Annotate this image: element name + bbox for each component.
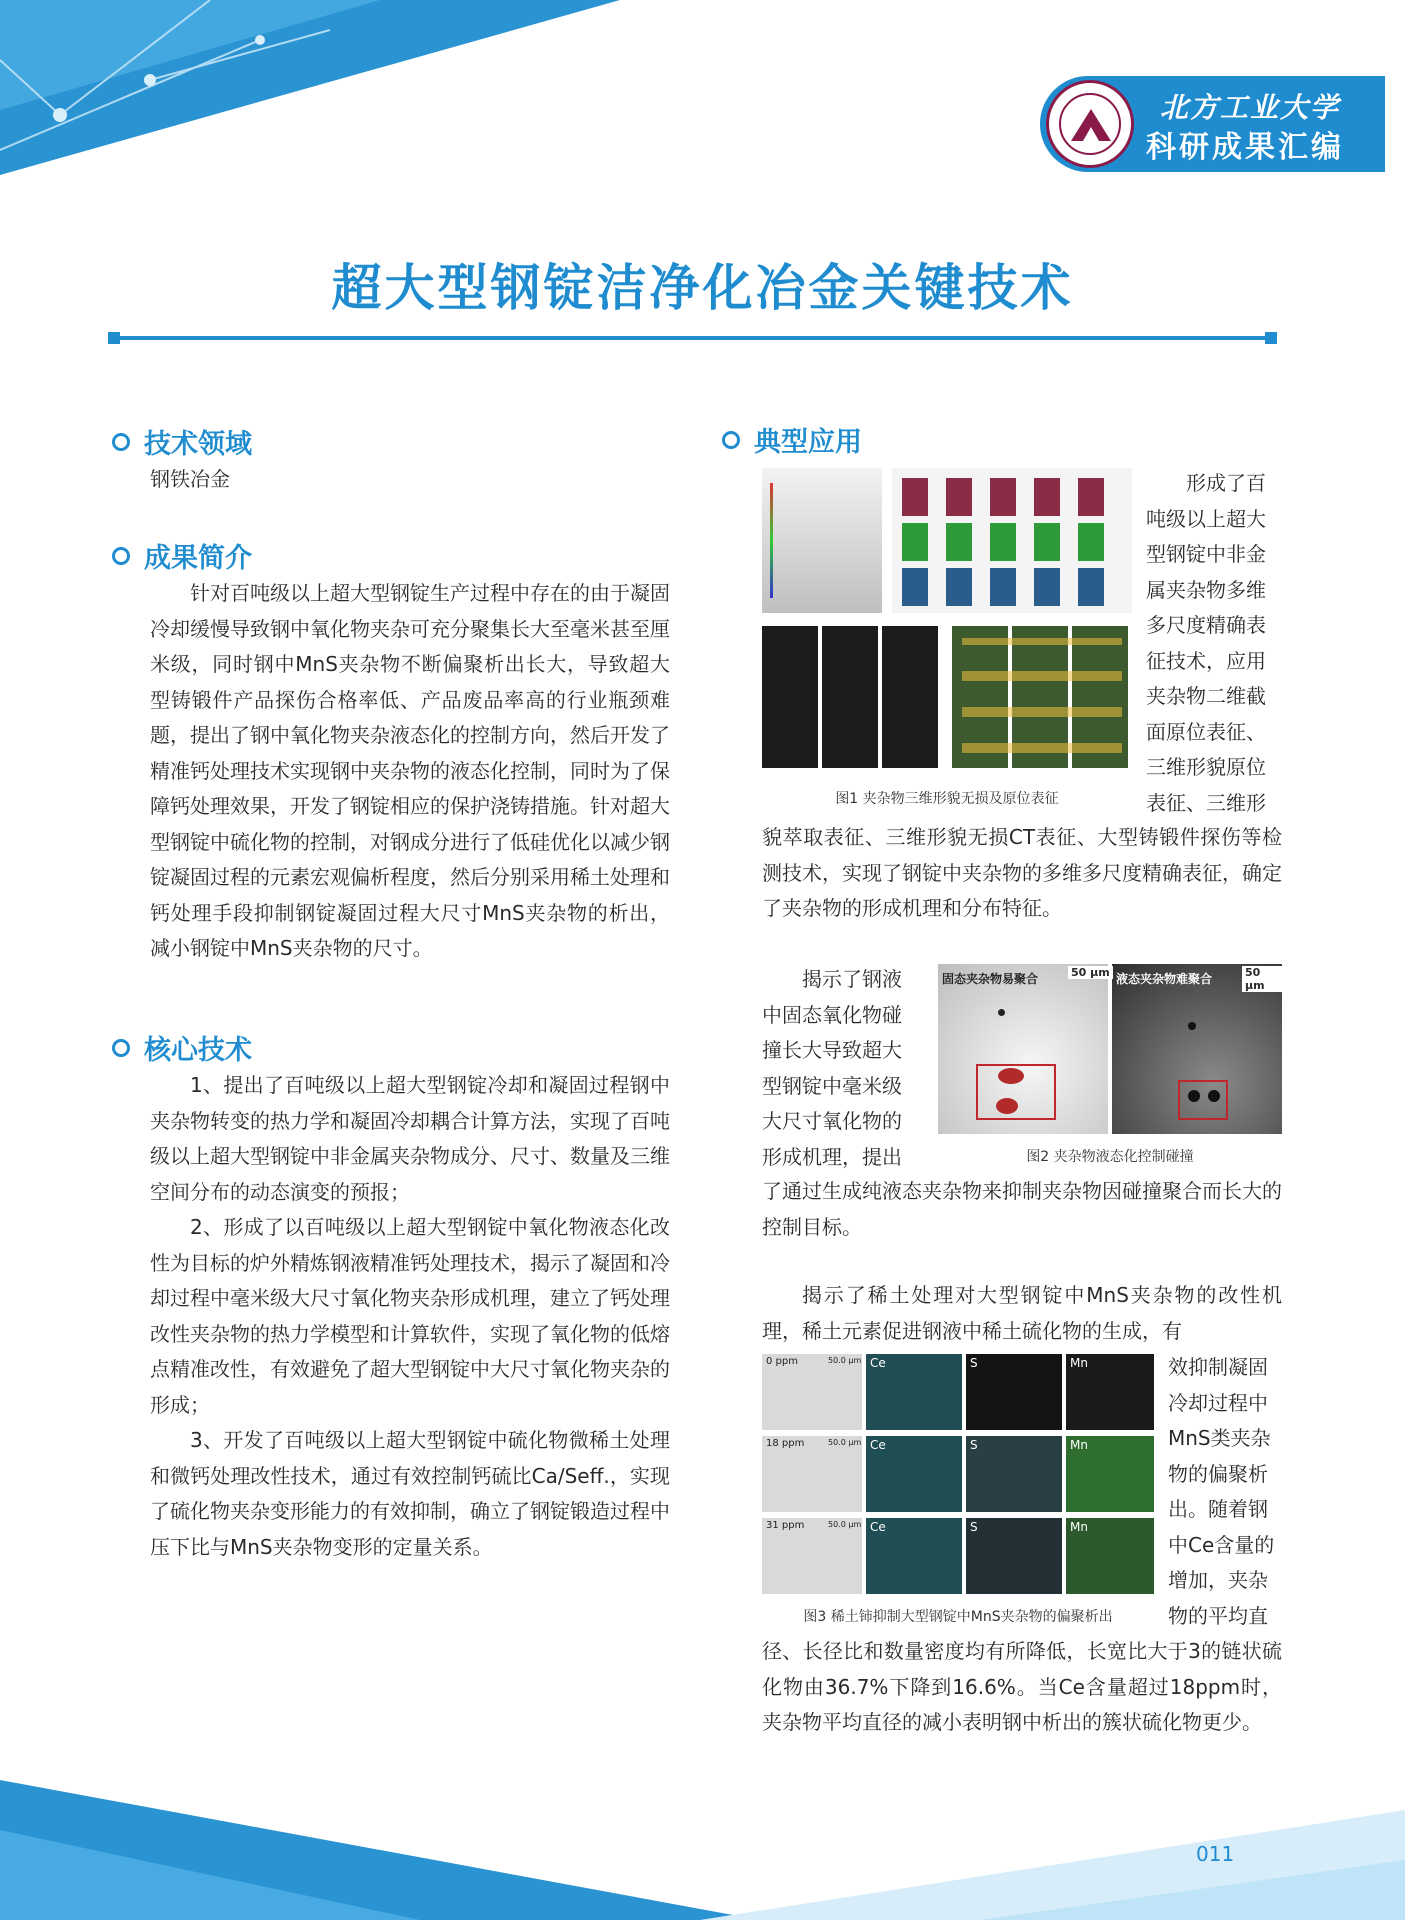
text-line: 出。随着钢 xyxy=(1168,1497,1268,1521)
figure-3-text-continued: 径、长径比和数量密度均有所降低，长宽比大于3的链状硫化物由36.7%下降到16.6%。当Ce含量超过18ppm时，夹杂物平均直径的减小表明钢中析出的簇状硫化物更少。 xyxy=(762,1639,1282,1734)
header-decoration xyxy=(0,0,700,185)
ring-bullet-icon xyxy=(112,433,130,451)
text-line: 夹杂物二维截 xyxy=(1146,684,1266,708)
map-label-mn: Mn xyxy=(1070,1356,1088,1370)
text-line: 物的偏聚析 xyxy=(1168,1461,1268,1486)
title-divider xyxy=(110,336,1275,340)
figure-2-side-text xyxy=(762,962,934,1175)
footer-decoration xyxy=(0,1770,1405,1920)
section-heading-application: 典型应用 xyxy=(722,420,862,459)
figure-3-caption: 图3 稀土铈抑制大型钢锭中MnS夹杂物的偏聚析出 xyxy=(803,1609,1113,1625)
page-number: 011 xyxy=(1196,1842,1235,1866)
text-line: 形成了百 xyxy=(1186,471,1266,495)
ppm-label: 31 ppm xyxy=(766,1520,805,1531)
core-tech-item-1: 1、提出了百吨级以上超大型钢锭冷却和凝固过程钢中夹杂物转变的热力学和凝固冷却耦合计算方法，实现了百吨级以上超大型钢锭中非金属夹杂物成分、尺寸、数量及三维空间分布的动态演变的预报； xyxy=(150,1073,670,1204)
text-line: 物的平均直 xyxy=(1168,1603,1268,1628)
figure-1-image xyxy=(762,468,1132,768)
section-heading-core-tech: 核心技术 xyxy=(112,1028,252,1067)
map-label-s: S xyxy=(970,1520,978,1534)
figure-2-caption: 图2 夹杂物液态化控制碰撞 xyxy=(1026,1149,1194,1165)
map-label-ce: Ce xyxy=(870,1520,886,1534)
university-seal-logo xyxy=(1046,80,1134,168)
text-line: 多尺度精确表 xyxy=(1146,613,1266,637)
scale-bar-right: 50 μm xyxy=(1242,966,1282,992)
ring-bullet-icon xyxy=(112,547,130,565)
panel-left-label: 固态夹杂物易聚合 xyxy=(942,972,1039,986)
ring-bullet-icon xyxy=(112,1039,130,1057)
divider-cap-right xyxy=(1265,332,1277,344)
scale-label: 50.0 μm xyxy=(828,1438,862,1447)
badge-subtitle: 科研成果汇编 xyxy=(1146,130,1344,165)
text-line: 面原位表征、 xyxy=(1146,719,1266,744)
mountain-icon xyxy=(1071,107,1111,143)
text-line: 效抑制凝固 xyxy=(1168,1355,1268,1379)
ring-bullet-icon xyxy=(722,431,740,449)
text-line: 属夹杂物多维 xyxy=(1146,577,1266,602)
field-text: 钢铁冶金 xyxy=(150,467,230,491)
figure-2-text-continued: 了通过生成纯液态夹杂物来抑制夹杂物因碰撞聚合而长大的控制目标。 xyxy=(762,1179,1282,1239)
section-heading-summary: 成果简介 xyxy=(112,536,252,575)
ppm-label: 0 ppm xyxy=(766,1356,798,1367)
university-name: 北方工业大学 xyxy=(1160,91,1341,124)
map-label-mn: Mn xyxy=(1070,1438,1088,1452)
summary-paragraph: 针对百吨级以上超大型钢锭生产过程中存在的由于凝固冷却缓慢导致钢中氧化物夹杂可充分聚集长大至毫米甚至厘米级，同时钢中MnS夹杂物不断偏聚析出长大，导致超大型铸锻件产品探伤合格率低、产品废品率高的行业瓶颈难题，提出了钢中氧化物夹杂液态化的控制方向，然后开发了精准钙处理技术实现钢中夹杂物的液态化控制，同时为了保障钙处理效果，开发了钢锭相应的保护浇铸措施。针对超大型钢锭中硫化物的控制，对钢成分进行了低硅优化以减少钢锭凝固过程的元素宏观偏析程度，然后分别采用稀土处理和钙处理手段抑制钢锭凝固过程大尺寸MnS夹杂物的析出，减小钢锭中MnS夹杂物的尺寸。 xyxy=(150,581,670,960)
text-line: 揭示了钢液 xyxy=(802,967,902,991)
figure-1-caption: 图1 夹杂物三维形貌无损及原位表征 xyxy=(835,791,1059,807)
figure-1-text-continued: 貌萃取表征、三维形貌无损CT表征、大型铸锻件探伤等检测技术，实现了钢锭中夹杂物的多维多尺度精确表征，确定了夹杂物的形成机理和分布特征。 xyxy=(762,825,1282,920)
figure-3-image xyxy=(762,1354,1154,1594)
core-tech-item-3: 3、开发了百吨级以上超大型钢锭中硫化物微稀土处理和微钙处理改性技术，通过有效控制钙硫比Ca/Seff.，实现了硫化物夹杂变形能力的有效抑制，确立了钢锭锻造过程中压下比与MnS夹杂物变形的定量关系。 xyxy=(150,1428,670,1559)
panel-right-label: 液态夹杂物难聚合 xyxy=(1116,972,1213,986)
map-label-mn: Mn xyxy=(1070,1520,1088,1534)
map-label-ce: Ce xyxy=(870,1438,886,1452)
text-line: 冷却过程中 xyxy=(1168,1390,1268,1415)
text-line: 表征、三维形 xyxy=(1146,790,1266,815)
section-heading-field: 技术领域 xyxy=(112,422,252,461)
text-line: 增加，夹杂 xyxy=(1168,1568,1268,1592)
text-line: 三维形貌原位 xyxy=(1146,755,1266,779)
figure-1-side-text xyxy=(1146,466,1283,821)
page-title: 超大型钢锭洁净化冶金关键技术 xyxy=(331,259,1074,317)
ppm-label: 18 ppm xyxy=(766,1438,805,1449)
text-line: 征技术，应用 xyxy=(1146,648,1266,673)
map-label-s: S xyxy=(970,1356,978,1370)
text-line: 吨级以上超大 xyxy=(1146,506,1266,531)
map-label-s: S xyxy=(970,1438,978,1452)
text-line: 型钢锭中毫米级 xyxy=(762,1073,902,1098)
scale-bar-left: 50 μm xyxy=(1068,966,1113,979)
summary-block xyxy=(150,576,670,967)
text-line: 中Ce含量的 xyxy=(1168,1532,1275,1557)
map-label-ce: Ce xyxy=(870,1356,886,1370)
text-line: 中固态氧化物碰 xyxy=(762,1002,902,1027)
text-line: MnS类夹杂 xyxy=(1168,1426,1271,1450)
text-line: 形成机理，提出 xyxy=(762,1144,902,1169)
figure-3-side-text xyxy=(1168,1350,1284,1634)
core-tech-item-2: 2、形成了以百吨级以上超大型钢锭中氧化物液态化改性为目标的炉外精炼钢液精准钙处理技术，揭示了凝固和冷却过程中毫米级大尺寸氧化物夹杂形成机理，建立了钙处理改性夹杂物的热力学模型和计算软件，实现了氧化物的低熔点精准改性，有效避免了超大型钢锭中大尺寸氧化物夹杂的形成； xyxy=(150,1215,670,1417)
divider-cap-left xyxy=(108,332,120,344)
scale-label: 50.0 μm xyxy=(828,1356,862,1365)
figure-2-image xyxy=(938,964,1282,1134)
text-line: 撞长大导致超大 xyxy=(762,1038,902,1062)
scale-label: 50.0 μm xyxy=(828,1520,862,1529)
text-line: 型钢锭中非金 xyxy=(1146,542,1266,566)
text-line: 大尺寸氧化物的 xyxy=(762,1109,902,1133)
figure-3-intro: 揭示了稀土处理对大型钢锭中MnS夹杂物的改性机理，稀土元素促进钢液中稀土硫化物的生成，有 xyxy=(762,1283,1282,1343)
core-tech-block xyxy=(150,1068,670,1565)
